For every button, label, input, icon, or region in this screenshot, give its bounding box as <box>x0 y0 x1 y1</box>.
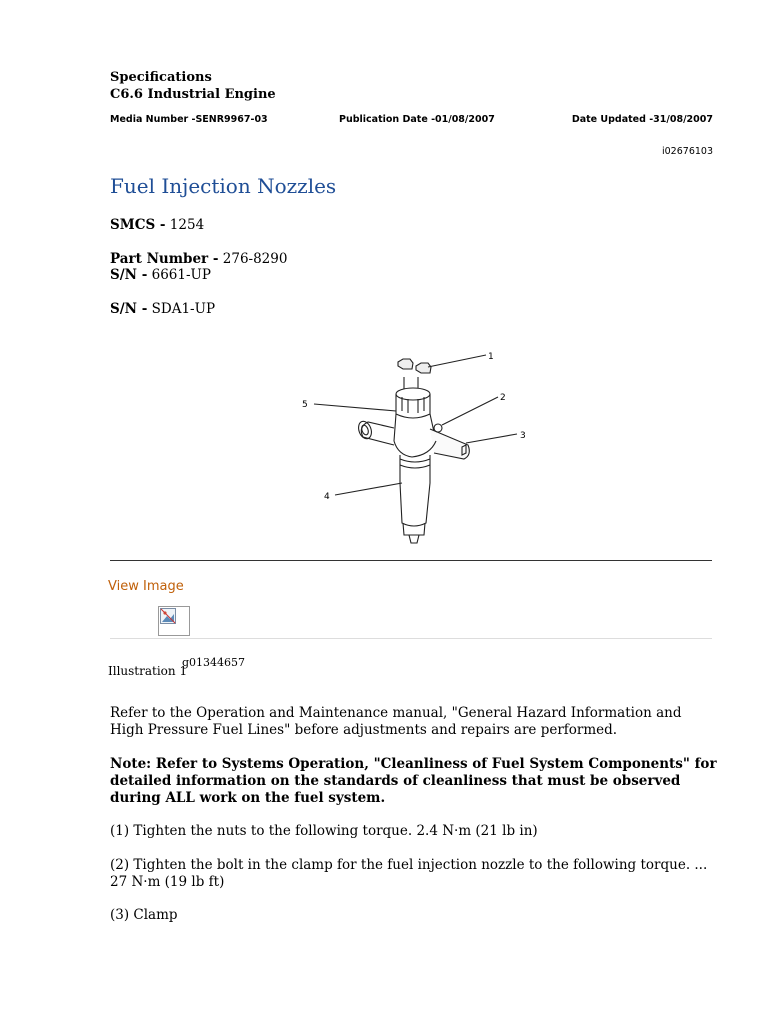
step-3-clamp: (3) Clamp <box>110 907 178 923</box>
broken-image-icon <box>160 608 176 624</box>
smcs-field <box>110 217 204 234</box>
fuel-injection-nozzle-illustration <box>290 345 540 550</box>
doc-category: Specifications <box>110 70 212 85</box>
publication-date: Publication Date -01/08/2007 <box>339 114 495 125</box>
callout-3: 3 <box>520 431 526 441</box>
serial-number-label-2: S/N - <box>110 301 148 317</box>
smcs-value: 1254 <box>169 217 205 233</box>
step-2-clamp-bolt-torque: (2) Tighten the bolt in the clamp for the fuel injection nozzle to the following torque. ... 27 N·m (19 lb ft) <box>110 857 708 890</box>
part-number-label: Part Number - <box>110 251 219 267</box>
date-updated: Date Updated -31/08/2007 <box>571 114 713 125</box>
smcs-label: SMCS - <box>110 217 166 233</box>
reference-id: i02676103 <box>662 146 713 157</box>
illustration-caption: Illustration 1 <box>108 664 188 678</box>
nut-shape-left <box>398 359 413 369</box>
serial-number-value-1: 6661-UP <box>151 267 212 283</box>
media-number: Media Number -SENR9967-03 <box>110 114 268 125</box>
serial-number-value-2: SDA1-UP <box>151 301 216 317</box>
callout-2: 2 <box>500 393 506 403</box>
nut-shape-right <box>416 363 431 373</box>
part-number-field <box>110 251 287 268</box>
serial-number-field-2 <box>110 301 215 318</box>
callout-5: 5 <box>302 400 308 410</box>
engine-name: C6.6 Industrial Engine <box>110 87 276 102</box>
serial-number-field-1 <box>110 267 211 284</box>
thumbnail-divider <box>110 638 712 639</box>
serial-number-label-1: S/N - <box>110 267 148 283</box>
part-number-value: 276-8290 <box>222 251 288 267</box>
callout-1: 1 <box>488 352 494 362</box>
callout-4: 4 <box>324 492 330 502</box>
hazard-reference-paragraph: Refer to the Operation and Maintenance manual, "General Hazard Information and High Pressure Fuel Lines" before adjustments and repairs are performed. <box>110 705 682 738</box>
image-thumbnail[interactable] <box>158 606 190 636</box>
view-image-link[interactable]: View Image <box>108 579 184 594</box>
section-divider <box>110 560 712 561</box>
step-1-nuts-torque: (1) Tighten the nuts to the following torque. 2.4 N·m (21 lb in) <box>110 823 538 839</box>
cleanliness-note: Note: Refer to Systems Operation, "Cleanliness of Fuel System Components" for detailed information on the standards of cleanliness that must be observed during ALL work on the fuel system. <box>110 756 717 806</box>
page-title: Fuel Injection Nozzles <box>110 174 337 198</box>
graphic-id: g01344657 <box>182 656 246 669</box>
